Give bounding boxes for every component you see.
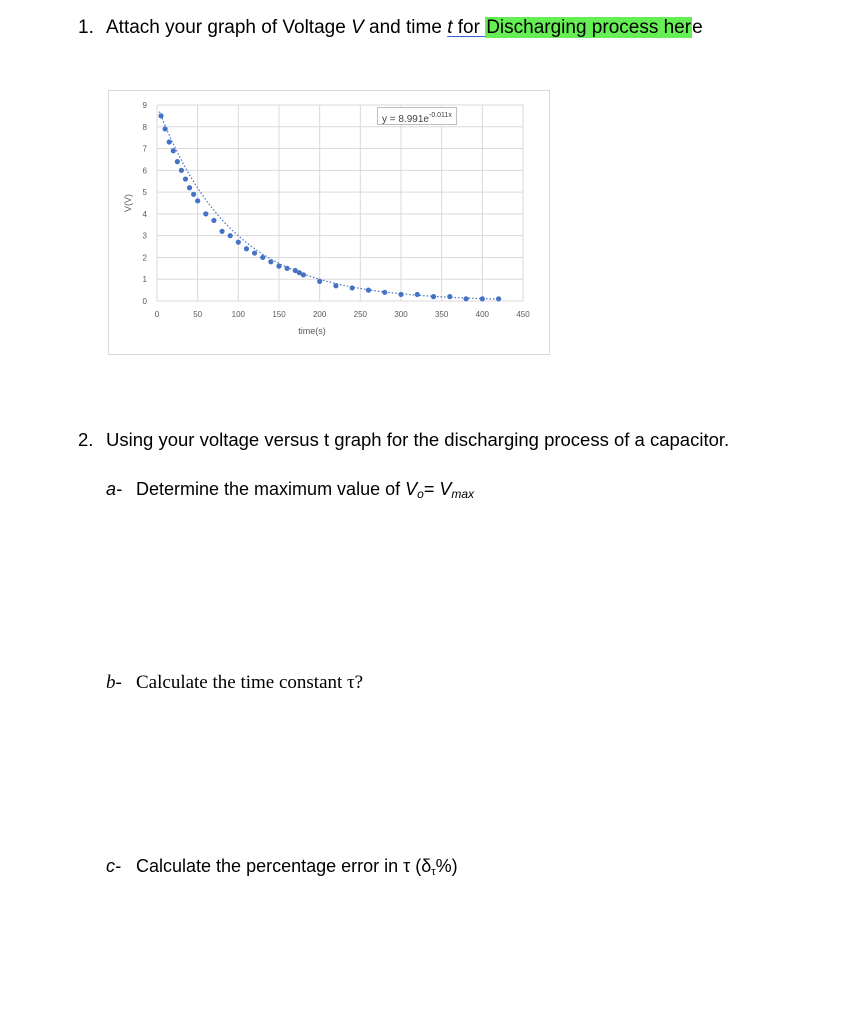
data-point	[179, 168, 184, 173]
question-1-text-for: for	[452, 17, 486, 38]
data-point	[285, 266, 290, 271]
data-point	[276, 264, 281, 269]
part-a-letter: a-	[106, 479, 123, 499]
data-point	[366, 288, 371, 293]
part-b-text: Calculate the time constant τ?	[136, 672, 364, 693]
x-axis-label: time(s)	[298, 326, 326, 336]
part-a-v0-sub: o	[417, 487, 424, 501]
y-tick-label: 0	[142, 297, 147, 306]
x-tick-label: 400	[475, 310, 490, 319]
part-a-text: Determine the maximum value of	[136, 479, 406, 499]
question-1-var-v: V	[351, 17, 364, 38]
data-point	[398, 292, 403, 297]
data-point	[167, 139, 172, 144]
equation-exponent: -0.011x	[428, 112, 452, 119]
y-tick-label: 4	[142, 209, 147, 219]
discharge-chart	[108, 90, 550, 355]
question-1-var-t: t	[447, 17, 453, 38]
data-point	[301, 272, 306, 277]
data-point	[228, 233, 233, 238]
y-tick-label: 2	[142, 253, 147, 263]
chart-canvas	[109, 91, 549, 354]
y-tick-label: 8	[142, 122, 147, 132]
trendline	[159, 112, 501, 300]
y-axis-label: V(V)	[123, 194, 133, 212]
x-tick-label: 100	[231, 310, 246, 319]
data-point	[463, 296, 468, 301]
data-point	[382, 290, 387, 295]
y-tick-label: 7	[142, 144, 147, 154]
question-1-text-b: and time	[363, 17, 448, 38]
data-point	[260, 255, 265, 260]
data-point	[496, 296, 501, 301]
y-tick-label: 6	[142, 166, 147, 176]
part-a-v0: V	[405, 479, 418, 499]
data-point	[191, 192, 196, 197]
x-tick-label: 300	[394, 310, 408, 319]
data-point	[163, 126, 168, 131]
y-tick-label: 5	[142, 188, 147, 198]
x-tick-label: 200	[312, 310, 327, 319]
question-1	[78, 17, 703, 39]
y-tick-label: 3	[142, 231, 147, 241]
data-point	[219, 229, 224, 234]
part-c-text: Calculate the percentage error in τ (δ	[136, 856, 432, 876]
data-point	[183, 176, 188, 181]
part-a-equals: =	[423, 479, 440, 499]
part-b-letter: b-	[106, 672, 122, 693]
part-a	[106, 479, 474, 501]
data-point	[415, 292, 420, 297]
data-point	[236, 240, 241, 245]
question-2-text: Using your voltage versus t graph for the discharging process of a capacitor.	[106, 429, 730, 450]
data-point	[252, 250, 257, 255]
part-c-letter: c-	[106, 856, 121, 876]
part-c-sub: τ	[431, 866, 436, 878]
part-c	[106, 856, 458, 878]
data-point	[211, 218, 216, 223]
question-1-number: 1.	[78, 17, 94, 38]
question-2	[78, 429, 729, 451]
data-point	[195, 198, 200, 203]
data-point	[203, 211, 208, 216]
x-tick-label: 0	[154, 310, 160, 319]
data-point	[175, 159, 180, 164]
y-tick-label: 9	[142, 101, 147, 110]
equation-prefix: y = 8.991e	[382, 114, 429, 125]
question-1-tail: e	[692, 17, 703, 38]
data-point	[480, 296, 485, 301]
data-point	[158, 113, 163, 118]
data-point	[350, 285, 355, 290]
question-1-highlight: Discharging process her	[486, 17, 692, 38]
y-tick-label: 1	[142, 275, 147, 285]
data-point	[317, 279, 322, 284]
data-point	[431, 294, 436, 299]
question-2-number: 2.	[78, 429, 94, 450]
x-tick-label: 250	[353, 310, 368, 319]
x-tick-label: 350	[434, 310, 449, 319]
part-c-tail: %)	[435, 856, 458, 876]
part-b	[106, 672, 363, 694]
data-point	[447, 294, 452, 299]
data-point	[244, 246, 249, 251]
question-1-text-a: Attach your graph of Voltage	[106, 17, 352, 38]
x-tick-label: 50	[193, 310, 203, 319]
x-tick-label: 150	[272, 310, 286, 319]
part-a-vmax-sub: max	[451, 487, 475, 501]
x-tick-label: 450	[516, 310, 530, 319]
data-point	[268, 259, 273, 264]
data-point	[171, 148, 176, 153]
data-point	[187, 185, 192, 190]
trendline-equation	[377, 107, 457, 125]
part-a-vmax: V	[439, 479, 452, 499]
data-point	[333, 283, 338, 288]
